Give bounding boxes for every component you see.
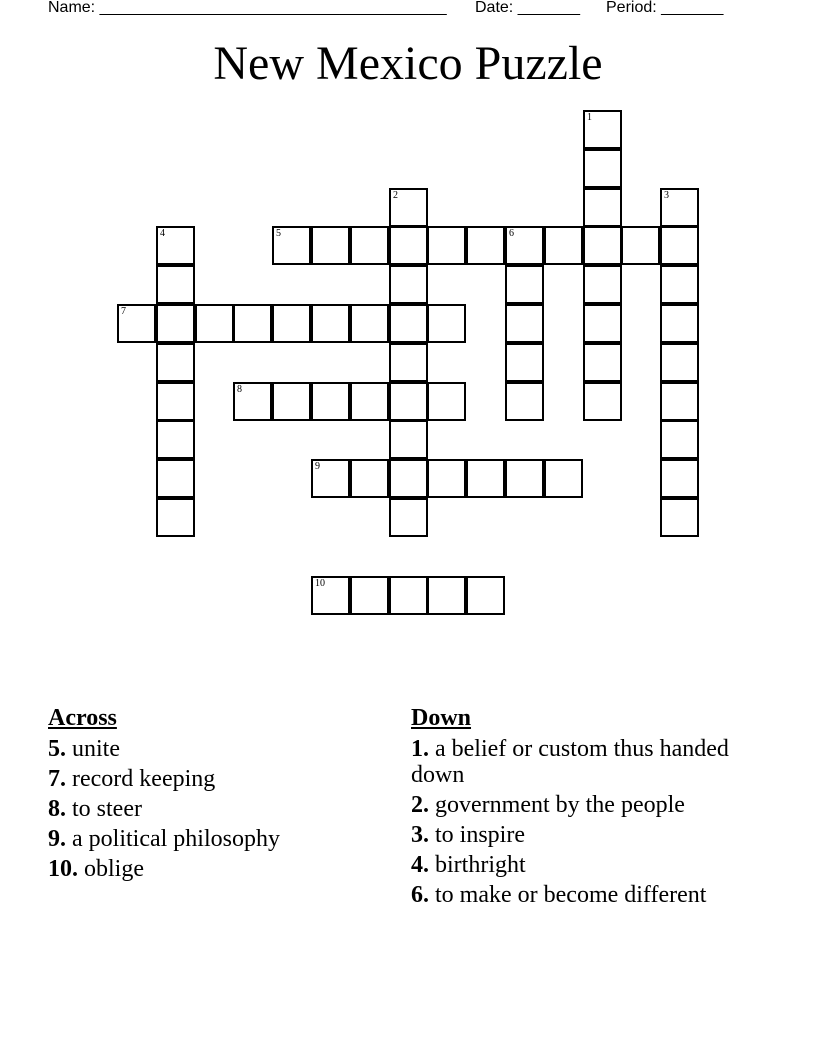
grid-cell[interactable] — [389, 226, 428, 265]
clue-number: 3 — [664, 190, 669, 201]
clue-across-5: 5. unite — [48, 736, 120, 762]
grid-cell[interactable] — [466, 459, 505, 498]
grid-cell[interactable] — [583, 343, 622, 382]
down-heading: Down — [411, 705, 472, 731]
grid-cell[interactable] — [389, 265, 428, 304]
clue-down-1: 1. a belief or custom thus handed down — [411, 736, 729, 788]
grid-cell[interactable] — [156, 459, 195, 498]
clue-down-6: 6. to make or become different — [411, 882, 707, 908]
grid-cell[interactable] — [311, 382, 350, 421]
grid-cell[interactable] — [660, 226, 699, 265]
grid-cell[interactable] — [660, 382, 699, 421]
grid-cell[interactable] — [233, 382, 272, 421]
grid-cell[interactable] — [583, 188, 622, 227]
grid-cell[interactable] — [311, 576, 350, 615]
grid-cell[interactable] — [350, 576, 389, 615]
clue-number: 1 — [587, 112, 592, 123]
grid-cell[interactable] — [350, 382, 389, 421]
grid-cell[interactable] — [544, 459, 583, 498]
across-clues — [48, 704, 378, 886]
period-field[interactable]: Period: _______ — [606, 0, 724, 16]
grid-cell[interactable] — [156, 304, 195, 343]
clue-down-4: 4. birthright — [411, 852, 526, 878]
grid-cell[interactable] — [544, 226, 583, 265]
grid-cell[interactable] — [389, 576, 428, 615]
grid-cell[interactable] — [505, 459, 544, 498]
grid-cell[interactable] — [583, 149, 622, 188]
grid-cell[interactable] — [389, 343, 428, 382]
grid-cell[interactable] — [389, 420, 428, 459]
grid-cell[interactable] — [466, 226, 505, 265]
page-title: New Mexico Puzzle — [213, 37, 603, 90]
grid-cell[interactable] — [272, 304, 311, 343]
grid-cell[interactable] — [660, 498, 699, 537]
clue-number: 10 — [315, 578, 325, 589]
grid-cell[interactable] — [156, 382, 195, 421]
grid-cell[interactable] — [156, 498, 195, 537]
grid-cell[interactable] — [505, 226, 544, 265]
grid-cell[interactable] — [427, 459, 466, 498]
grid-cell[interactable] — [660, 265, 699, 304]
grid-cell[interactable] — [311, 226, 350, 265]
grid-cell[interactable] — [350, 304, 389, 343]
grid-cell[interactable] — [156, 420, 195, 459]
grid-cell[interactable] — [272, 226, 311, 265]
clue-across-9: 9. a political philosophy — [48, 826, 280, 852]
grid-cell[interactable] — [272, 382, 311, 421]
grid-cell[interactable] — [505, 265, 544, 304]
clue-across-10: 10. oblige — [48, 856, 144, 882]
grid-cell[interactable] — [583, 110, 622, 149]
grid-cell[interactable] — [156, 226, 195, 265]
grid-cell[interactable] — [505, 382, 544, 421]
clue-number: 8 — [237, 384, 242, 395]
grid-cell[interactable] — [660, 343, 699, 382]
grid-cell[interactable] — [350, 459, 389, 498]
grid-cell[interactable] — [660, 459, 699, 498]
clue-across-7: 7. record keeping — [48, 766, 216, 792]
grid-cell[interactable] — [156, 343, 195, 382]
across-heading: Across — [48, 705, 117, 731]
clue-number: 4 — [160, 228, 165, 239]
grid-cell[interactable] — [427, 304, 466, 343]
grid-cell[interactable] — [117, 304, 156, 343]
grid-cell[interactable] — [583, 265, 622, 304]
grid-cell[interactable] — [660, 304, 699, 343]
clue-number: 9 — [315, 461, 320, 472]
grid-cell[interactable] — [233, 304, 272, 343]
grid-cell[interactable] — [505, 304, 544, 343]
grid-cell[interactable] — [427, 226, 466, 265]
grid-cell[interactable] — [389, 459, 428, 498]
grid-cell[interactable] — [195, 304, 234, 343]
grid-cell[interactable] — [311, 304, 350, 343]
grid-cell[interactable] — [311, 459, 350, 498]
grid-cell[interactable] — [389, 498, 428, 537]
grid-cell[interactable] — [389, 188, 428, 227]
grid-cell[interactable] — [350, 226, 389, 265]
date-field[interactable]: Date: _______ — [475, 0, 580, 16]
clue-down-2: 2. government by the people — [411, 792, 685, 818]
grid-cell[interactable] — [389, 304, 428, 343]
grid-cell[interactable] — [466, 576, 505, 615]
grid-cell[interactable] — [505, 343, 544, 382]
down-clues — [411, 704, 751, 912]
clue-number: 2 — [393, 190, 398, 201]
grid-cell[interactable] — [583, 382, 622, 421]
grid-cell[interactable] — [389, 382, 428, 421]
grid-cell[interactable] — [660, 188, 699, 227]
grid-cell[interactable] — [583, 304, 622, 343]
clue-number: 6 — [509, 228, 514, 239]
clue-down-3: 3. to inspire — [411, 822, 525, 848]
clue-number: 5 — [276, 228, 281, 239]
grid-cell[interactable] — [660, 420, 699, 459]
name-field[interactable]: Name: _______________________________________ — [48, 0, 447, 16]
grid-cell[interactable] — [583, 226, 622, 265]
grid-cell[interactable] — [621, 226, 660, 265]
grid-cell[interactable] — [427, 576, 466, 615]
grid-cell[interactable] — [156, 265, 195, 304]
clue-number: 7 — [121, 306, 126, 317]
grid-cell[interactable] — [427, 382, 466, 421]
clue-across-8: 8. to steer — [48, 796, 142, 822]
